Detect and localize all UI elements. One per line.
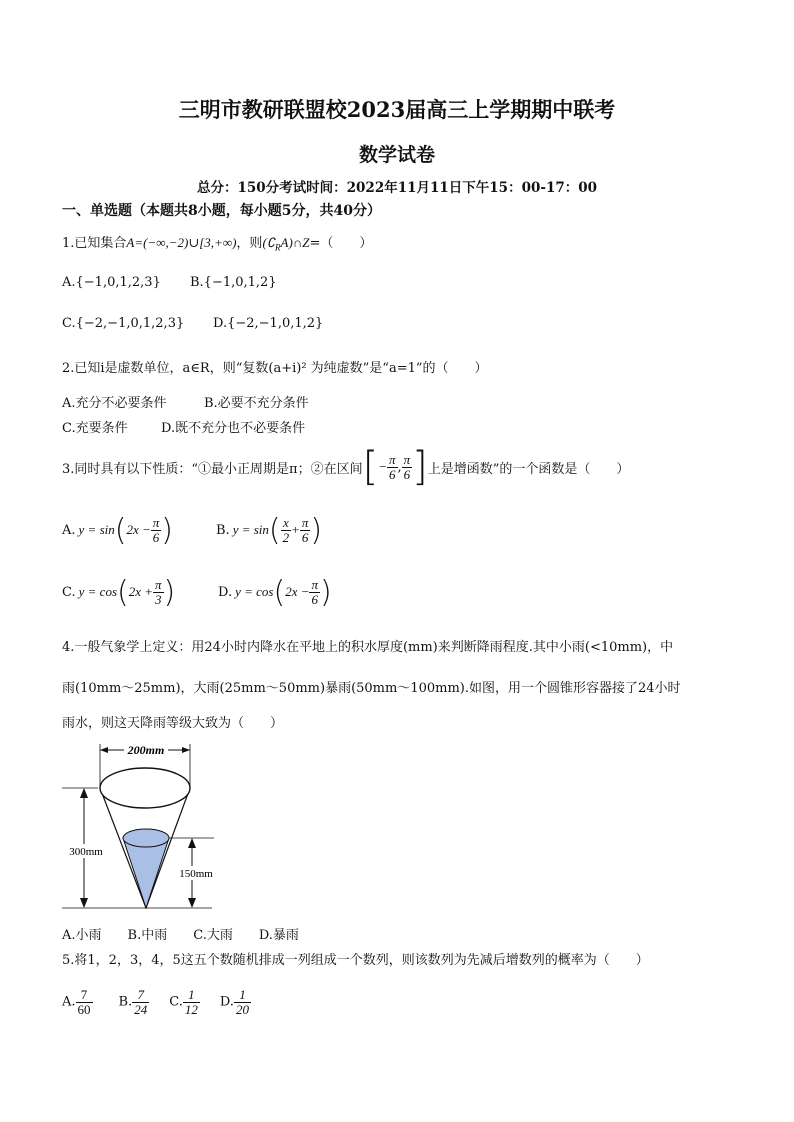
fig-label-150mm: 150mm: [179, 868, 213, 880]
question-3: 3.同时具有以下性质：“①最小正周期是π；②在区间 [ − $\frac{\pi}{6}$ , $\frac{\pi}{6}$ ] 上是增函数”的一个函数是（ ）: [62, 444, 630, 490]
fraction-pi-over-6: $\frac{\pi}{6}$: [403, 451, 411, 482]
q5-option-d: D. $\frac{1}{20}$: [219, 986, 249, 1017]
q3-pre: 3.同时具有以下性质：“①最小正周期是π；②在区间: [62, 461, 363, 477]
q2-option-a: A.充分不必要条件: [62, 396, 167, 411]
q5-option-b: B. $\frac{7}{24}$: [118, 986, 148, 1017]
q1-option-b: B.{−1,0,1,2}: [190, 275, 277, 290]
exam-title: 三明市教研联盟校2023届高三上学期期中联考: [178, 97, 616, 122]
q2-option-b: B.必要不充分条件: [204, 396, 309, 411]
question-4-line-1: 4.一般气象学上定义：用24小时内降水在平地上的积水厚度(mm)来判断降雨程度.其中小雨(<10mm)，中: [62, 640, 674, 655]
q5-option-c: C. $\frac{1}{12}$: [169, 986, 198, 1017]
fig-label-200mm: 200mm: [127, 743, 165, 757]
cone-figure: [62, 738, 262, 918]
question-4-line-3: 雨水，则这天降雨等级大致为（ ）: [62, 716, 284, 731]
question-5: 5.将1，2，3，4，5这五个数随机排成一列组成一个数列，则该数列为先减后增数列的概率为（ ）: [62, 953, 649, 968]
q3-option-a: A. y = sin ( 2x − $\frac{\pi}{6}$ ): [62, 512, 173, 548]
q1-mid: ，则: [236, 236, 263, 251]
question-1: [62, 232, 372, 253]
exam-info: 总分：150分考试时间：2022年11月11日下午15：00-17：00: [196, 180, 598, 196]
exam-subtitle: 数学试卷: [358, 144, 435, 166]
q1-sub: R: [275, 242, 281, 253]
water-fill: [123, 838, 169, 908]
q3-option-d: D. y = cos ( 2x − $\frac{\pi}{6}$ ): [218, 574, 332, 610]
q3-option-c: C. y = cos ( 2x + $\frac{\pi}{3}$ ): [62, 574, 176, 610]
section-heading: 一、单选题（本题共8小题，每小题5分，共40分）: [62, 203, 381, 219]
q2-option-d: D.既不充分也不必要条件: [161, 421, 306, 436]
fraction-neg-pi-over-6: $\frac{\pi}{6}$: [388, 451, 396, 482]
question-4-line-2: 雨(10mm～25mm)，大雨(25mm～50mm)暴雨(50mm～100mm).如图，用一个圆锥形容器接了24小时: [62, 681, 681, 696]
q1-expr2: A)∩Z: [280, 235, 310, 250]
fig-label-300mm: 300mm: [69, 846, 103, 858]
q1-post: =（ ）: [309, 236, 373, 251]
q5-option-a: A. $\frac{7}{60}$: [62, 986, 91, 1017]
q1-option-c: C.{−2,−1,0,1,2,3}: [62, 316, 185, 331]
q4-options: A.小雨 B.中雨 C.大雨 D.暴雨: [62, 928, 299, 943]
question-2: 2.已知i是虚数单位，a∈R，则“复数(a+i)² 为纯虚数”是“a=1”的（ ）: [62, 361, 488, 376]
q1-option-d: D.{−2,−1,0,1,2}: [213, 316, 324, 331]
q1-option-a: A.{−1,0,1,2,3}: [62, 275, 161, 290]
water-surface: [123, 829, 169, 847]
q3-option-b: B. y = sin ( $\frac{x}{2}$ + $\frac{\pi}{6}$ ): [216, 512, 323, 548]
q1-set: A=(−∞,−2)∪[3,+∞): [126, 235, 237, 250]
q1-expr: (∁: [262, 235, 276, 250]
q5-options: [62, 982, 251, 1022]
q3-post: 上是增函数”的一个函数是（ ）: [427, 461, 630, 477]
q2-option-c: C.充要条件: [62, 421, 128, 436]
cone-opening: [100, 768, 190, 808]
q1-pre: 1.已知集合: [62, 236, 127, 251]
